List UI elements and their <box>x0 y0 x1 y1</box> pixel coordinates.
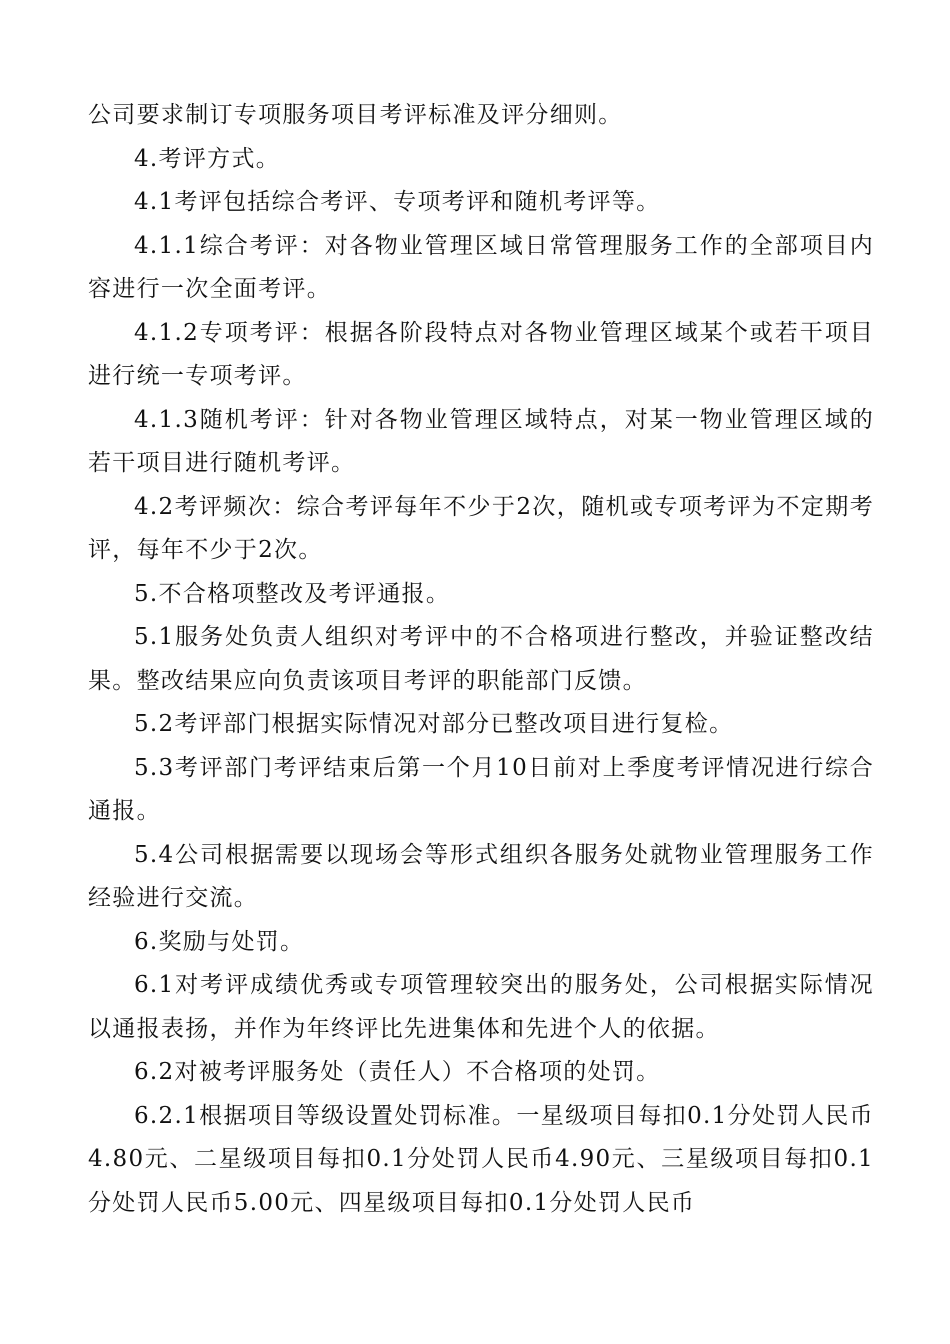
paragraph-continuation: 公司要求制订专项服务项目考评标准及评分细则。 <box>88 102 623 128</box>
paragraph-4-2: 4.2考评频次：综合考评每年不少于2次，随机或专项考评为不定期考评，每年不少于2次。 <box>88 493 874 563</box>
paragraph-4-1-3: 4.1.3随机考评：针对各物业管理区域特点，对某一物业管理区域的若干项目进行随机考评。 <box>88 406 874 476</box>
section-heading-5: 5.不合格项整改及考评通报。 <box>134 580 451 607</box>
paragraph-5-2: 5.2考评部门根据实际情况对部分已整改项目进行复检。 <box>134 711 734 737</box>
paragraph-5-1: 5.1服务处负责人组织对考评中的不合格项进行整改，并验证整改结果。整改结果应向负责该项目考评的职能部门反馈。 <box>88 624 874 694</box>
paragraph-5-3: 5.3考评部门考评结束后第一个月10日前对上季度考评情况进行综合通报。 <box>88 754 874 824</box>
section-heading-6: 6.奖励与处罚。 <box>134 928 305 955</box>
paragraph-6-2: 6.2对被考评服务处（责任人）不合格项的处罚。 <box>134 1059 661 1085</box>
document-body <box>88 94 874 1225</box>
paragraph-4-1-2: 4.1.2专项考评：根据各阶段特点对各物业管理区域某个或若干项目进行统一专项考评。 <box>88 319 874 389</box>
paragraph-5-4: 5.4公司根据需要以现场会等形式组织各服务处就物业管理服务工作经验进行交流。 <box>88 841 874 911</box>
section-heading-4: 4.考评方式。 <box>134 145 281 172</box>
paragraph-4-1: 4.1考评包括综合考评、专项考评和随机考评等。 <box>134 189 661 215</box>
paragraph-6-1: 6.1对考评成绩优秀或专项管理较突出的服务处，公司根据实际情况以通报表扬，并作为年终评比先进集体和先进个人的依据。 <box>88 972 874 1042</box>
paragraph-6-2-1: 6.2.1根据项目等级设置处罚标准。一星级项目每扣0.1分处罚人民币4.80元、二星级项目每扣0.1分处罚人民币4.90元、三星级项目每扣0.1分处罚人民币5.00元、四星级项目每扣0.1分处罚人民币 <box>88 1102 874 1216</box>
paragraph-4-1-1: 4.1.1综合考评：对各物业管理区域日常管理服务工作的全部项目内容进行一次全面考评。 <box>88 232 874 302</box>
